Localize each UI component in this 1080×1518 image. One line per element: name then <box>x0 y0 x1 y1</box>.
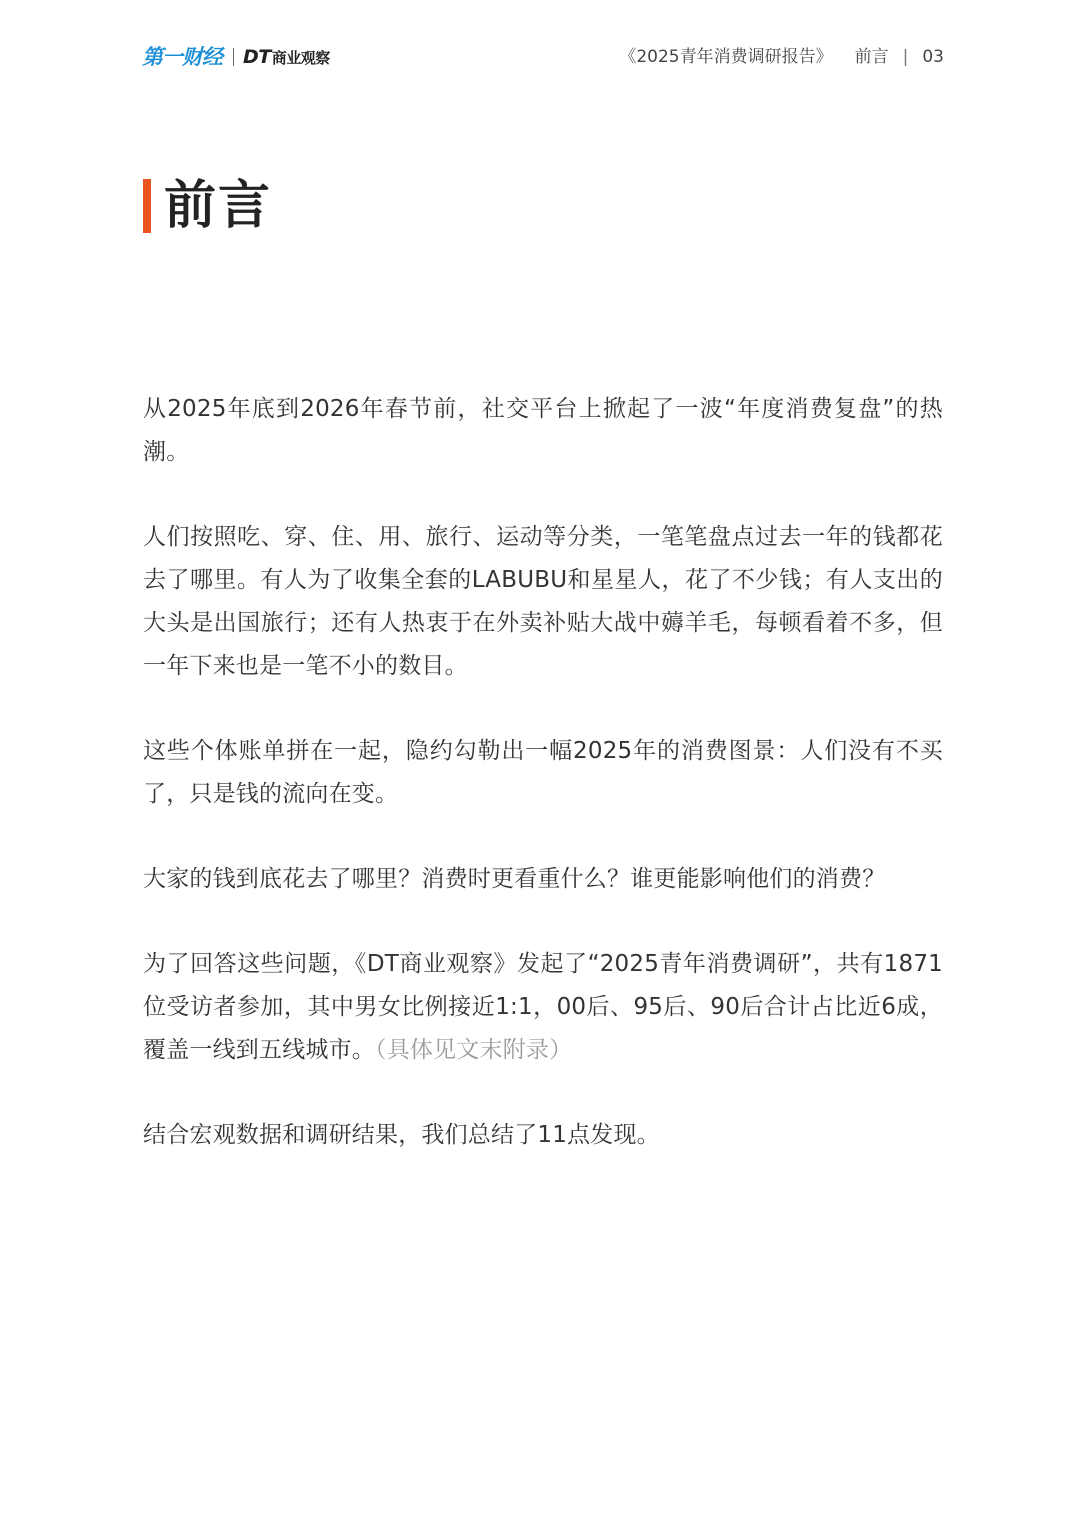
report-title: 《2025青年消费调研报告》 <box>619 47 833 67</box>
section-heading <box>143 176 272 236</box>
paragraph-text: 大家的钱到底花去了哪里？消费时更看重什么？谁更能影响他们的消费？ <box>143 866 886 892</box>
paragraph <box>143 1114 943 1157</box>
dt-logo-letters: DT <box>243 45 271 68</box>
paragraph-text: 为了回答这些问题，《DT商业观察》发起了“2025青年消费调研”，共有1871位受访者参加，其中男女比例接近1:1，00后、95后、90后合计占比近6成，覆盖一线到五线城市。 <box>143 951 943 1063</box>
page-header <box>142 40 944 74</box>
paragraph <box>143 516 943 688</box>
paragraph-text: 人们按照吃、穿、住、用、旅行、运动等分类，一笔笔盘点过去一年的钱都花去了哪里。有人为了收集全套的LABUBU和星星人，花了不少钱；有人支出的大头是出国旅行；还有人热衷于在外卖补贴大战中薅羊毛，每顿看着不多，但一年下来也是一笔不小的数目。 <box>143 524 943 679</box>
section-name: 前言 <box>854 47 889 67</box>
header-separator: | <box>902 47 909 67</box>
paragraph-text: 结合宏观数据和调研结果，我们总结了11点发现。 <box>143 1122 660 1148</box>
publisher-logo <box>142 40 330 74</box>
dt-logo <box>243 45 330 68</box>
dt-logo-text: 商业观察 <box>271 48 330 67</box>
page-title: 前言 <box>164 176 273 236</box>
paragraph <box>143 858 943 901</box>
paragraph <box>143 730 943 816</box>
paragraph-text: 这些个体账单拼在一起，隐约勾勒出一幅2025年的消费图景：人们没有不买了，只是钱的流向在变。 <box>143 738 943 807</box>
appendix-note: （具体见文末附录） <box>375 1037 573 1063</box>
yicai-logo: 第一财经 <box>142 44 222 69</box>
logo-divider <box>233 48 234 66</box>
page-number: 03 <box>922 47 944 67</box>
title-accent-bar <box>143 179 151 233</box>
paragraph <box>143 943 943 1072</box>
body-text <box>143 388 943 1199</box>
paragraph-text: 从2025年底到2026年春节前，社交平台上掀起了一波“年度消费复盘”的热潮。 <box>143 396 943 465</box>
running-header <box>619 45 944 69</box>
paragraph <box>143 388 943 474</box>
